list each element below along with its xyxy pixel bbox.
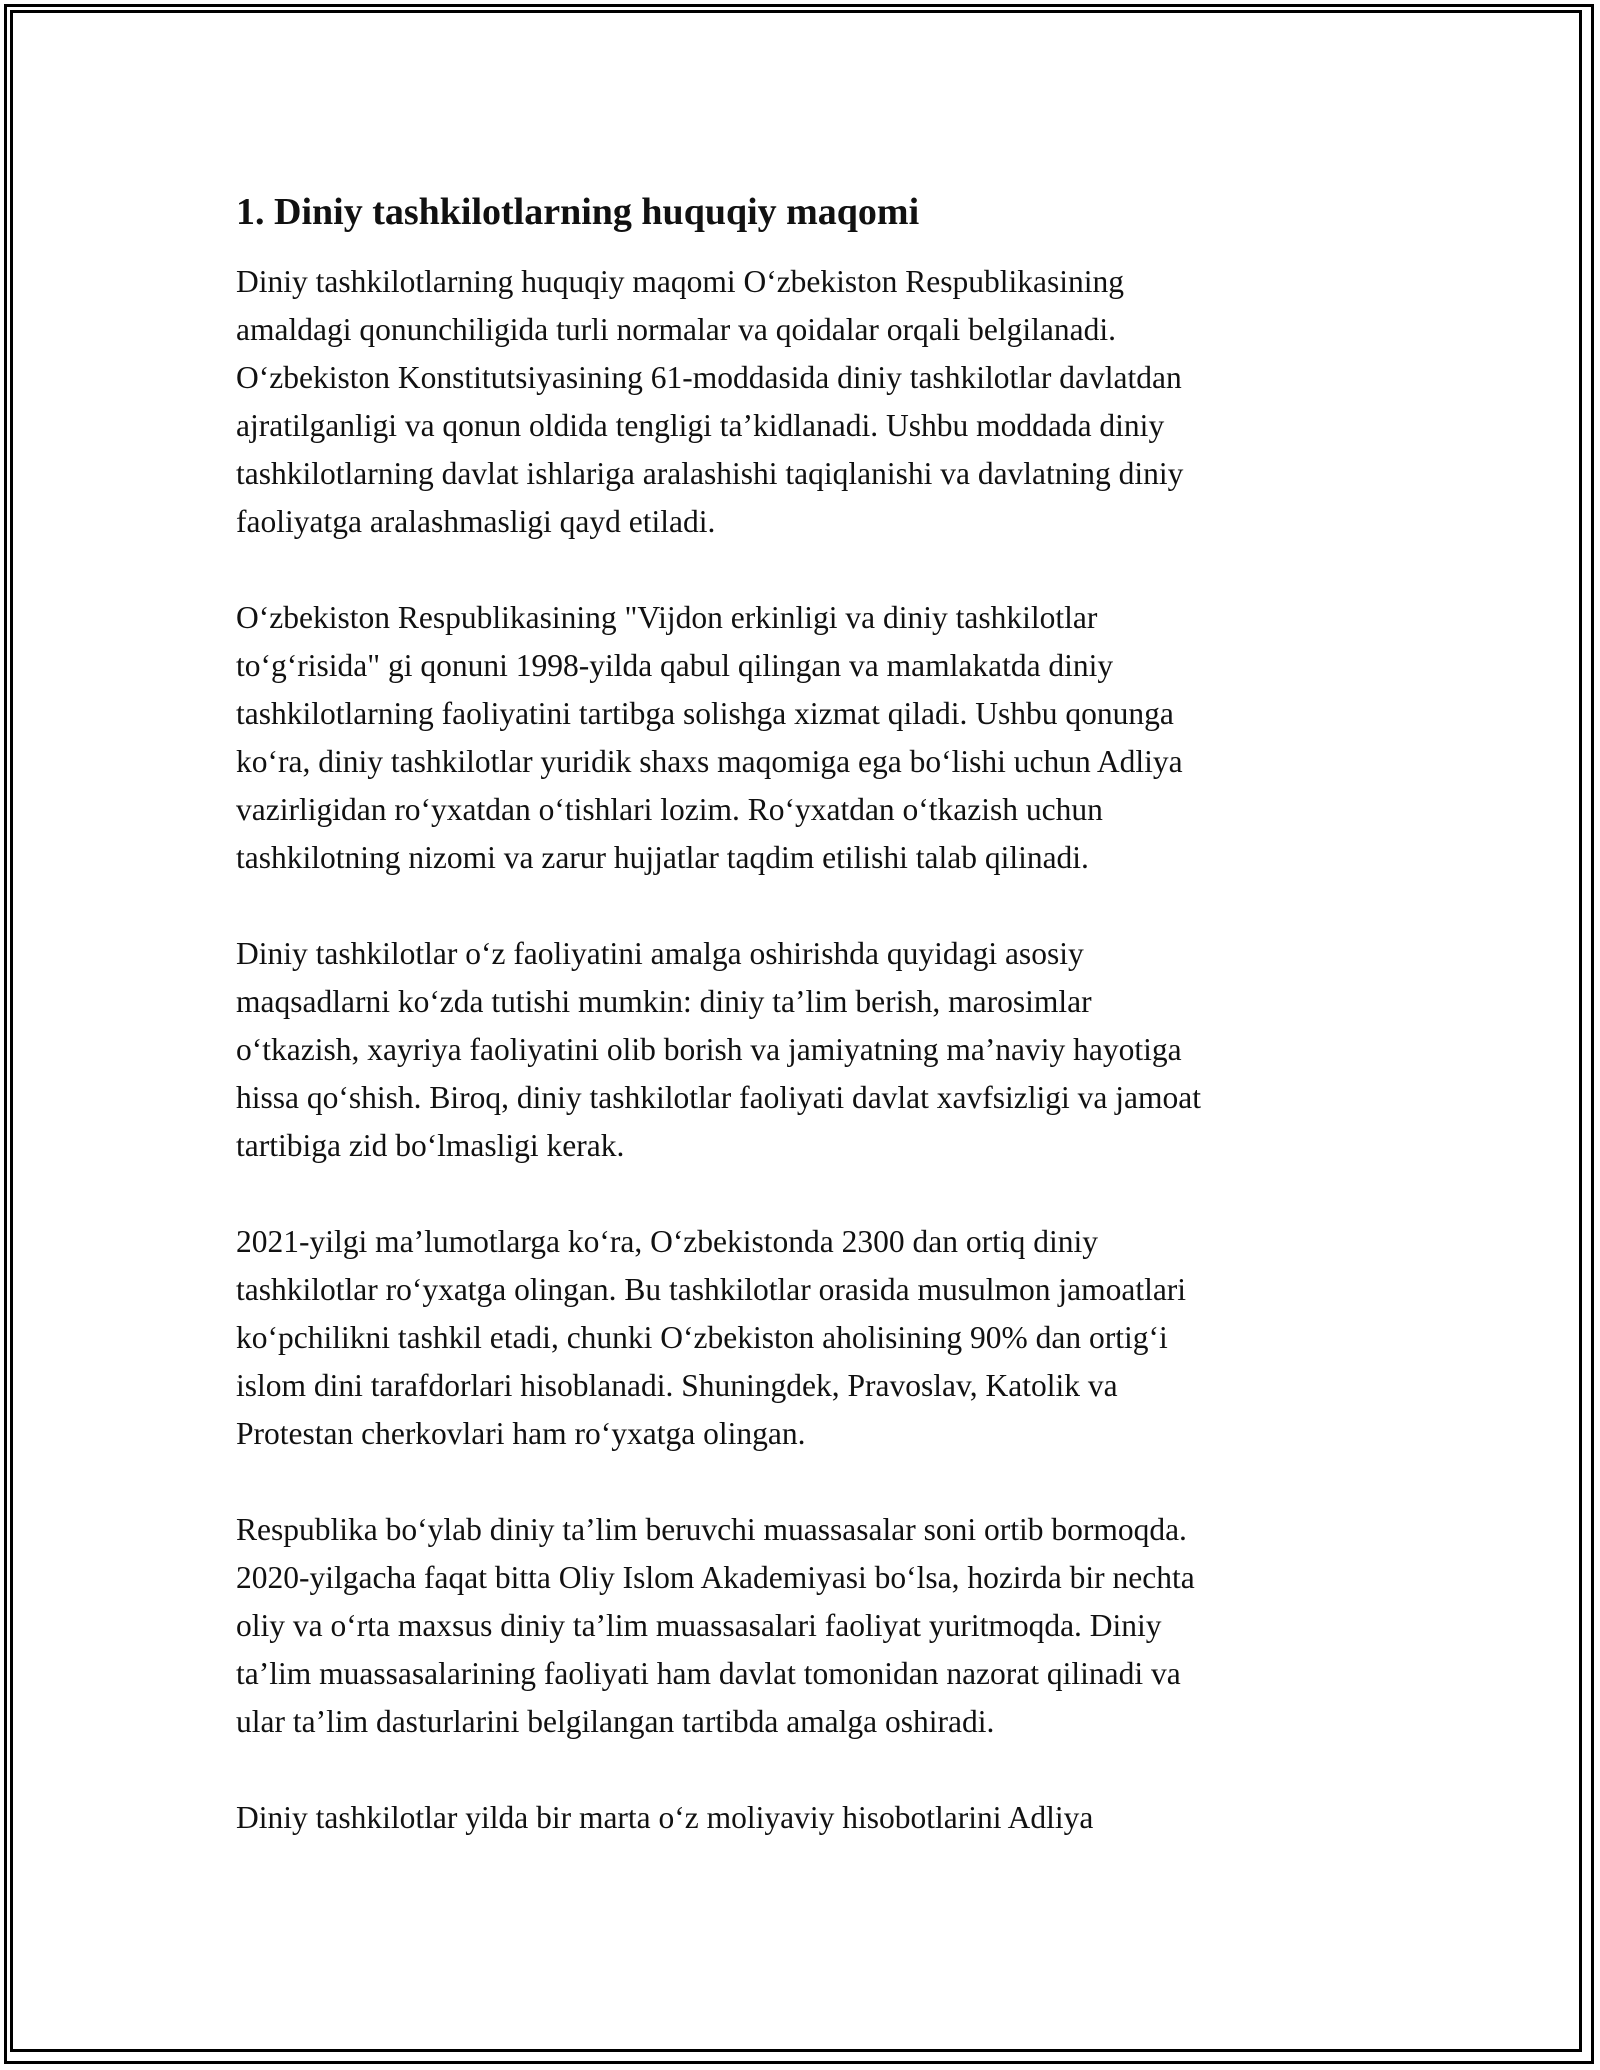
text-line: O‘zbekiston Respublikasining "Vijdon erkinligi va diniy tashkilotlar — [236, 600, 1098, 635]
text-line: tashkilotning nizomi va zarur hujjatlar taqdim etilishi talab qilinadi. — [236, 840, 1089, 875]
text-line: 2020-yilgacha faqat bitta Oliy Islom Akademiyasi bo‘lsa, hozirda bir nechta — [236, 1560, 1195, 1595]
text-line: O‘zbekiston Konstitutsiyasining 61-moddasida diniy tashkilotlar davlatdan — [236, 360, 1182, 395]
text-line: Diniy tashkilotlarning huquqiy maqomi O‘zbekiston Respublikasining — [236, 264, 1125, 299]
text-line: ko‘ra, diniy tashkilotlar yuridik shaxs maqomiga ega bo‘lishi uchun Adliya — [236, 744, 1183, 779]
text-line: faoliyatga aralashmasligi qayd etiladi. — [236, 504, 716, 539]
text-line: vazirligidan ro‘yxatdan o‘tishlari lozim. Ro‘yxatdan o‘tkazish uchun — [236, 792, 1103, 827]
text-line: tashkilotlar ro‘yxatga olingan. Bu tashkilotlar orasida musulmon jamoatlari — [236, 1272, 1187, 1307]
text-line: Diniy tashkilotlar yilda bir marta o‘z moliyaviy hisobotlarini Adliya — [236, 1800, 1094, 1835]
text-line: Respublika bo‘ylab diniy ta’lim beruvchi muassasalar soni ortib bormoqda. — [236, 1512, 1187, 1547]
text-line: to‘g‘risida" gi qonuni 1998-yilda qabul qilingan va mamlakatda diniy — [236, 648, 1114, 683]
text-line: ajratilganligi va qonun oldida tengligi ta’kidlanadi. Ushbu moddada diniy — [236, 408, 1165, 443]
paragraph-4 — [236, 1218, 1366, 1458]
text-line: islom dini tarafdorlari hisoblanadi. Shuningdek, Pravoslav, Katolik va — [236, 1368, 1118, 1403]
paragraph-6 — [236, 1794, 1366, 1842]
text-line: ko‘pchilikni tashkil etadi, chunki O‘zbekiston aholisining 90% dan ortig‘i — [236, 1320, 1168, 1355]
text-line: o‘tkazish, xayriya faoliyatini olib borish va jamiyatning ma’naviy hayotiga — [236, 1032, 1182, 1067]
text-line: tashkilotlarning davlat ishlariga aralashishi taqiqlanishi va davlatning diniy — [236, 456, 1184, 491]
text-line: maqsadlarni ko‘zda tutishi mumkin: diniy ta’lim berish, marosimlar — [236, 984, 1092, 1019]
text-line: ular ta’lim dasturlarini belgilangan tartibda amalga oshiradi. — [236, 1704, 995, 1739]
text-line: tashkilotlarning faoliyatini tartibga solishga xizmat qiladi. Ushbu qonunga — [236, 696, 1174, 731]
text-line: Protestan cherkovlari ham ro‘yxatga olingan. — [236, 1416, 806, 1451]
paragraph-3 — [236, 930, 1366, 1170]
text-line: amaldagi qonunchiligida turli normalar va qoidalar orqali belgilanadi. — [236, 312, 1116, 347]
paragraph-2 — [236, 594, 1366, 882]
text-line: 2021-yilgi ma’lumotlarga ko‘ra, O‘zbekistonda 2300 dan ortiq diniy — [236, 1224, 1098, 1259]
text-line: hissa qo‘shish. Biroq, diniy tashkilotlar faoliyati davlat xavfsizligi va jamoat — [236, 1080, 1201, 1115]
paragraph-5 — [236, 1506, 1366, 1746]
text-line: oliy va o‘rta maxsus diniy ta’lim muassasalari faoliyat yuritmoqda. Diniy — [236, 1608, 1162, 1643]
document-body — [236, 186, 1366, 1890]
text-line: tartibiga zid bo‘lmasligi kerak. — [236, 1128, 625, 1163]
text-line: Diniy tashkilotlar o‘z faoliyatini amalga oshirishda quyidagi asosiy — [236, 936, 1084, 971]
section-heading: 1. Diniy tashkilotlarning huquqiy maqomi — [236, 191, 920, 233]
paragraph-1 — [236, 258, 1366, 546]
text-line: ta’lim muassasalarining faoliyati ham davlat tomonidan nazorat qilinadi va — [236, 1656, 1181, 1691]
